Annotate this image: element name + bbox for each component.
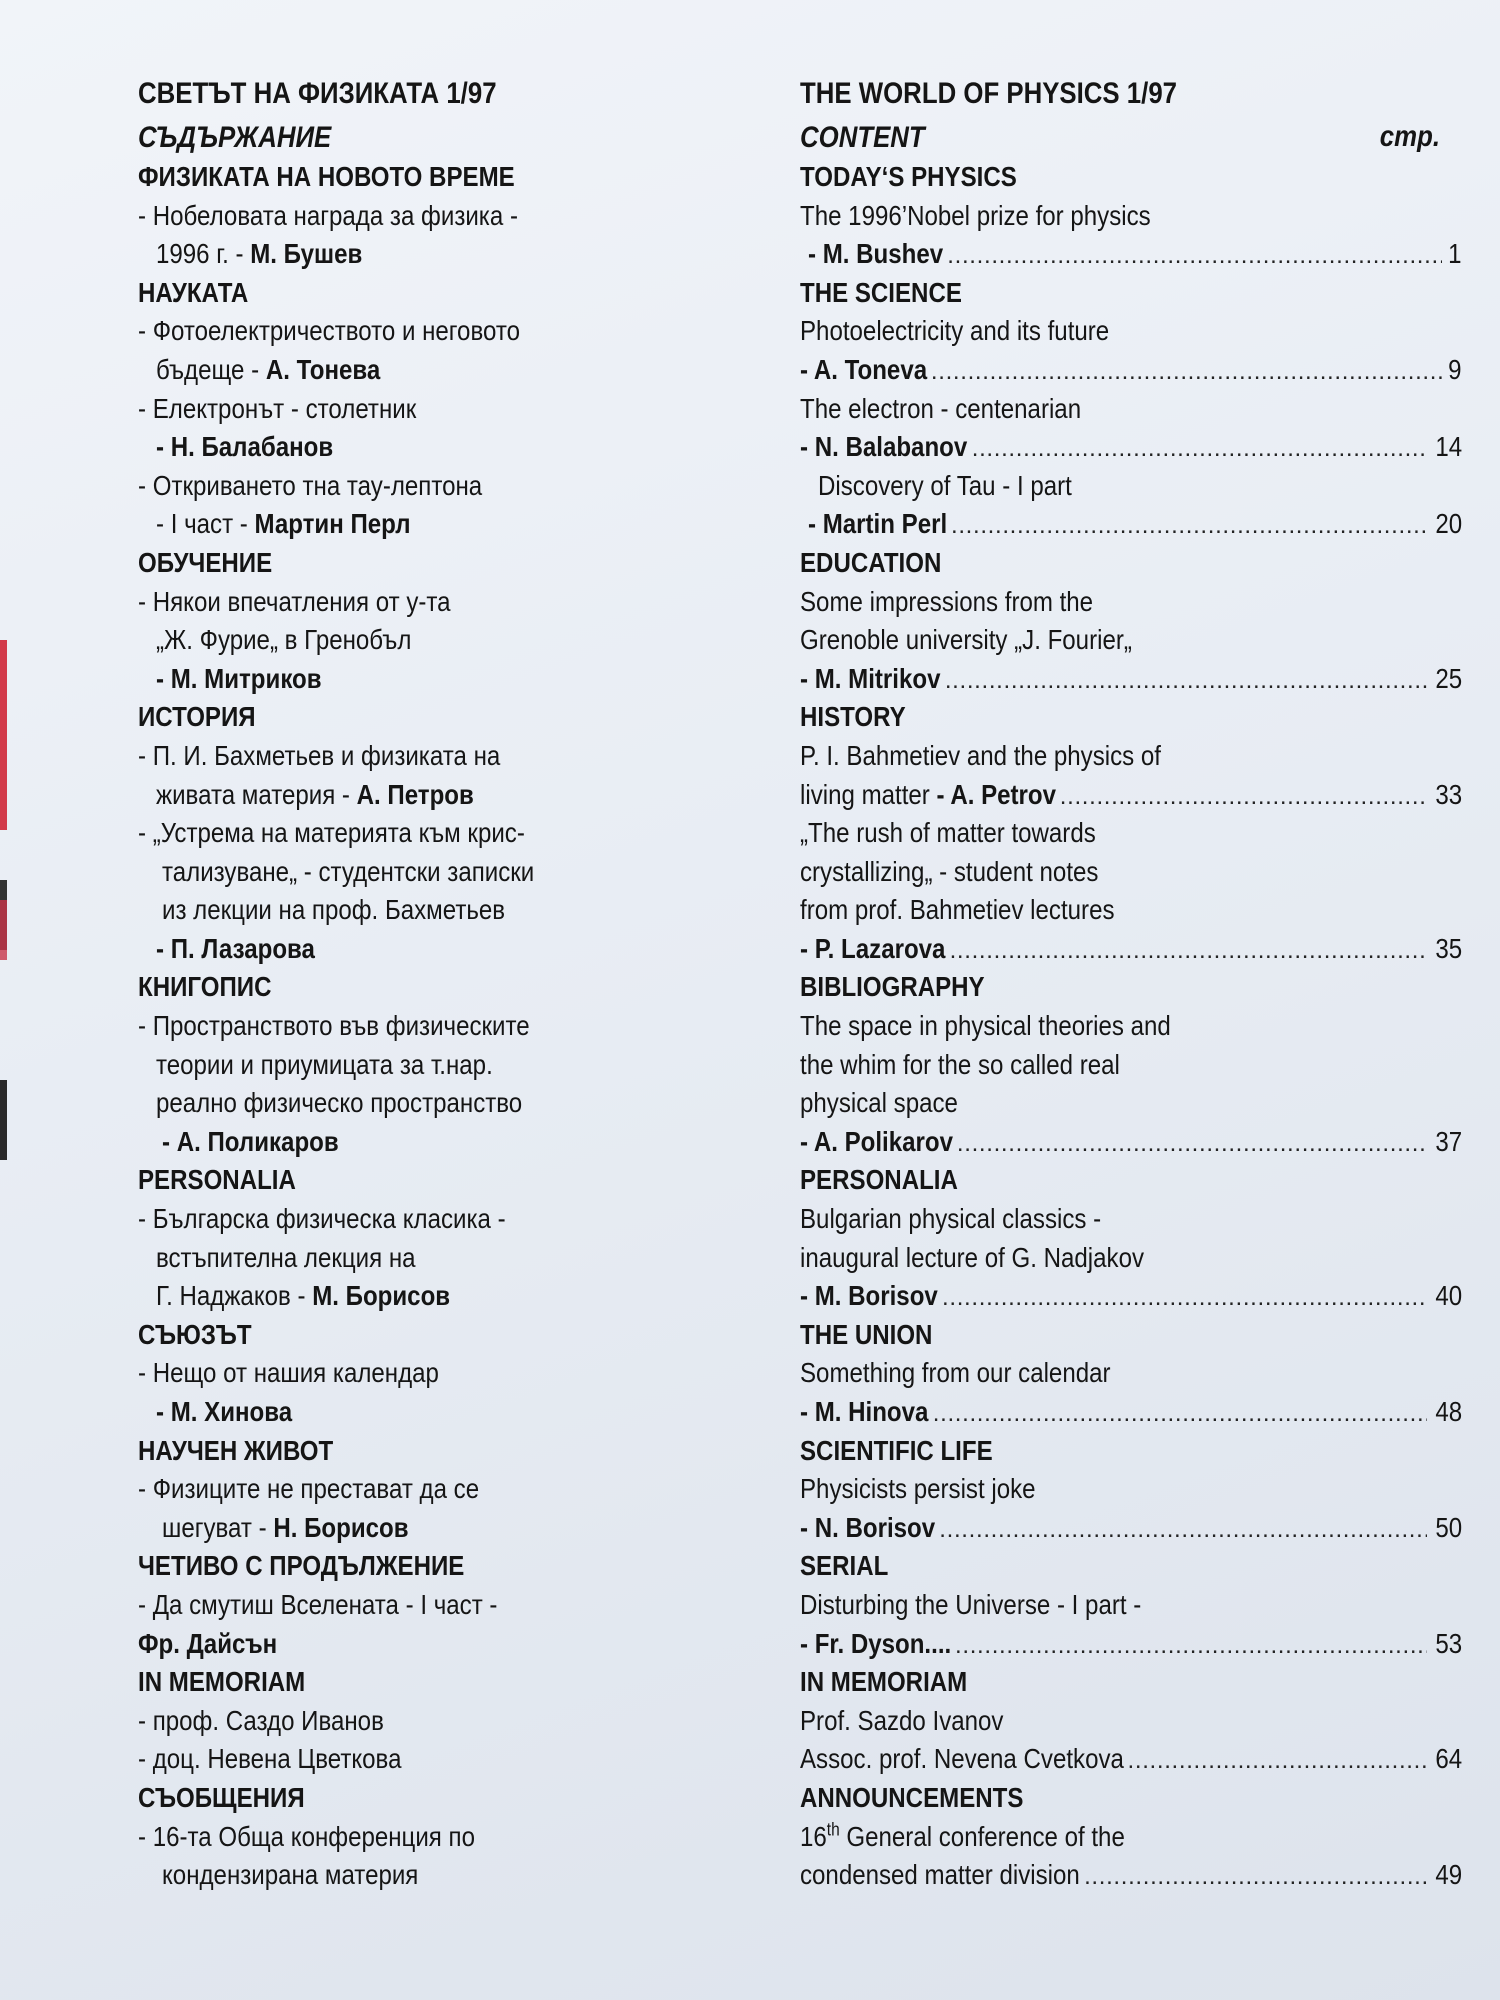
entry-title: - Да смутиш Вселената - I част - (138, 1588, 498, 1620)
toc-entry-line (138, 1239, 658, 1278)
page-number: 53 (1435, 1627, 1462, 1659)
entry-text (800, 1740, 1124, 1779)
line-text: SCIENTIFIC LIFE (800, 1434, 993, 1466)
entry-title: the whim for the so called real (800, 1048, 1120, 1080)
entry-author: М. Борисов (312, 1280, 451, 1312)
section-heading (800, 1161, 1462, 1200)
dot-leader (933, 1395, 1427, 1434)
section-heading (800, 1316, 1462, 1355)
entry-text (808, 235, 943, 274)
toc-entry-line (800, 1239, 1462, 1278)
page-number: 48 (1435, 1396, 1462, 1427)
toc-entry-line (138, 776, 658, 815)
entry-title: - Българска физическа класика - (138, 1203, 506, 1235)
line-text: - А. Поликаров (162, 1125, 339, 1157)
toc-entry-line (138, 1200, 658, 1239)
entry-title: Grenoble university „J. Fourier„ (800, 624, 1132, 656)
toc-entry-with-page (800, 505, 1462, 544)
line-text (818, 467, 1072, 506)
toc-entry-line (138, 583, 658, 622)
entry-title: - Електронът - столетник (138, 392, 417, 424)
entry-title: „Ж. Фурие„ в Гренобъл (156, 624, 412, 656)
line-text (156, 351, 380, 390)
toc-entry-line (800, 197, 1462, 236)
entry-title: - доц. Невена Цветкова (138, 1743, 402, 1775)
toc-entry-line (800, 1200, 1462, 1239)
entry-text (800, 1123, 953, 1162)
section-heading (138, 968, 658, 1007)
page-number: 35 (1435, 932, 1462, 964)
contents-heading-en: CONTENT стр. (800, 120, 1440, 154)
entry-title-rest: General conference of the (839, 1820, 1125, 1852)
entry-title: Discovery of Tau - I part (818, 469, 1072, 501)
bulgarian-column (138, 70, 658, 1895)
line-text (800, 1200, 1101, 1239)
en-toc-list (800, 158, 1462, 1895)
line-text: THE SCIENCE (800, 276, 962, 308)
page-number: 40 (1435, 1280, 1462, 1312)
toc-entry-line (800, 390, 1462, 429)
toc-entry-line (800, 814, 1462, 853)
entry-text (800, 1393, 928, 1432)
superscript: th (826, 1819, 840, 1840)
entry-author: - P. Lazarova (800, 932, 946, 964)
section-heading (138, 1161, 658, 1200)
entry-title: - „Устрема на материята към крис- (138, 817, 525, 849)
entry-title: Physicists persist joke (800, 1473, 1036, 1505)
entry-author: - M. Hinova (800, 1396, 929, 1427)
entry-title: - Нобеловата награда за физика - (138, 199, 518, 231)
section-heading (138, 1779, 658, 1818)
toc-entry-with-page (800, 776, 1462, 815)
toc-entry-line (138, 1818, 658, 1857)
line-text (156, 1239, 416, 1278)
toc-entry-line (138, 1470, 658, 1509)
entry-text (800, 776, 1056, 815)
line-text: TODAY‘S PHYSICS (800, 161, 1017, 192)
toc-entry-line (138, 737, 658, 776)
toc-entry-line (138, 1046, 658, 1085)
line-text (138, 1740, 401, 1779)
entry-text (800, 1509, 935, 1548)
line-text (138, 1586, 497, 1625)
line-text (138, 583, 451, 622)
line-text (138, 312, 520, 351)
toc-entry-with-page (800, 1625, 1462, 1664)
entry-title: Prof. Sazdo Ivanov (800, 1704, 1004, 1736)
line-text (138, 737, 500, 776)
line-text (156, 1277, 450, 1316)
line-text (156, 621, 411, 660)
entry-title: Assoc. prof. Nevena Cvetkova (800, 1743, 1124, 1775)
line-text (800, 1702, 1003, 1741)
line-text: HISTORY (800, 701, 906, 733)
entry-author: А. Петров (356, 778, 474, 810)
toc-entry-with-page (800, 1277, 1462, 1316)
entry-author: - N. Balabanov (800, 431, 968, 463)
page-column-label: стр. (1379, 120, 1440, 153)
entry-author-line (138, 660, 658, 699)
entry-title: из лекции на проф. Бахметьев (162, 894, 506, 926)
line-text: PERSONALIA (800, 1164, 958, 1196)
entry-text (800, 660, 940, 699)
entry-text (800, 1277, 938, 1316)
entry-author: - M. Borisov (800, 1280, 938, 1312)
english-column (800, 70, 1462, 1895)
section-heading (800, 158, 1462, 197)
line-text: - Н. Балабанов (156, 431, 334, 463)
entry-title: - I част - (156, 508, 255, 540)
toc-entry-line (138, 1509, 658, 1548)
line-text: IN MEMORIAM (800, 1666, 968, 1698)
dot-leader (972, 430, 1427, 469)
entry-author: Н. Борисов (273, 1511, 409, 1543)
line-text (138, 1470, 479, 1509)
dot-leader (955, 1627, 1427, 1666)
section-heading (138, 1663, 658, 1702)
line-text (800, 814, 1096, 853)
page-number: 1 (1448, 238, 1462, 270)
toc-entry-with-page (800, 660, 1462, 699)
line-text (138, 1818, 475, 1857)
entry-title: inaugural lecture of G. Nadjakov (800, 1241, 1144, 1273)
toc-entry-line (138, 891, 658, 930)
entry-title: Г. Наджаков - (156, 1280, 313, 1312)
line-text (800, 737, 1161, 776)
line-text: THE UNION (800, 1318, 933, 1350)
entry-title: physical space (800, 1087, 958, 1119)
toc-entry-with-page (800, 235, 1462, 274)
toc-entry-with-page (800, 1123, 1462, 1162)
toc-entry-with-page (800, 1393, 1462, 1432)
toc-entry-line (800, 1084, 1462, 1123)
toc-entry-line (800, 1586, 1462, 1625)
entry-title: живата материя - (156, 778, 357, 810)
dot-leader (947, 237, 1442, 276)
line-text: Фр. Дайсън (138, 1627, 278, 1659)
entry-author: - Fr. Dyson.... (800, 1627, 952, 1659)
bg-toc-list (138, 158, 658, 1895)
entry-title: - Фотоелектричеството и неговото (138, 315, 520, 347)
dot-leader (945, 662, 1427, 701)
line-text (800, 390, 1081, 429)
entry-title: - Откриването тна тау-лептона (138, 469, 483, 501)
line-text: НАУЧЕН ЖИВОТ (138, 1434, 334, 1466)
dot-leader (931, 353, 1443, 392)
toc-entry-line (138, 1740, 658, 1779)
line-text: ЧЕТИВО С ПРОДЪЛЖЕНИЕ (138, 1550, 465, 1582)
line-text (800, 583, 1093, 622)
dot-leader (1084, 1858, 1427, 1897)
toc-entry-line (138, 235, 658, 274)
entry-title: - Пространството във физическите (138, 1010, 530, 1042)
entry-title: 1996 г. - (156, 238, 251, 270)
entry-text (800, 930, 945, 969)
page-number: 9 (1448, 353, 1462, 385)
entry-title: Something from our calendar (800, 1357, 1111, 1389)
entry-title: 16 (800, 1820, 827, 1852)
toc-entry-line (138, 312, 658, 351)
entry-title: Photoelectricity and its future (800, 315, 1110, 347)
page-number: 49 (1435, 1859, 1462, 1891)
toc-entry-line (800, 312, 1462, 351)
entry-author-line (138, 428, 658, 467)
page-edge-dark-2 (0, 1080, 7, 1160)
dot-leader (951, 507, 1427, 546)
toc-entry-with-page (800, 1856, 1462, 1895)
line-text (162, 853, 534, 892)
toc-entry-with-page (800, 1740, 1462, 1779)
toc-entry-line (138, 197, 658, 236)
toc-entry-line (800, 1470, 1462, 1509)
line-text (800, 1007, 1171, 1046)
line-text (800, 197, 1151, 236)
entry-text (800, 351, 927, 390)
line-text: ИСТОРИЯ (138, 701, 256, 733)
line-text: BIBLIOGRAPHY (800, 971, 985, 1003)
toc-entry-with-page (800, 428, 1462, 467)
line-text (138, 1354, 439, 1393)
entry-title: from prof. Bahmetiev lectures (800, 894, 1115, 926)
entry-title: living matter (800, 778, 937, 810)
entry-text (800, 1856, 1080, 1895)
line-text: - П. Лазарова (156, 932, 315, 964)
toc-entry-line (138, 1702, 658, 1741)
line-text (800, 1470, 1036, 1509)
toc-entry-line (138, 1354, 658, 1393)
line-text (138, 197, 518, 236)
line-text (800, 1046, 1120, 1085)
entry-title: „The rush of matter towards (800, 817, 1096, 849)
line-text (800, 853, 1098, 892)
line-text: SERIAL (800, 1550, 889, 1582)
toc-entry-line (800, 467, 1462, 506)
page-number: 50 (1435, 1511, 1462, 1543)
entry-title: P. I. Bahmetiev and the physics of (800, 739, 1161, 771)
journal-title-bg: СВЕТЪТ НА ФИЗИКАТА 1/97 (138, 77, 497, 110)
toc-entry-with-page (800, 930, 1462, 969)
entry-title: - П. И. Бахметьев и физиката на (138, 739, 501, 771)
entry-author: - M. Mitrikov (800, 662, 941, 694)
toc-entry-line (138, 505, 658, 544)
entry-title: Bulgarian physical classics - (800, 1203, 1102, 1235)
line-text: - М. Митриков (156, 662, 322, 694)
journal-title-en: THE WORLD OF PHYSICS 1/97 (800, 77, 1178, 110)
section-heading (800, 274, 1462, 313)
line-text: ОБУЧЕНИЕ (138, 546, 273, 578)
line-text (138, 1007, 530, 1046)
toc-entry-line (800, 1702, 1462, 1741)
section-heading (138, 698, 658, 737)
section-heading (800, 1432, 1462, 1471)
entry-author: - M. Bushev (808, 238, 944, 270)
page-number: 14 (1435, 431, 1462, 463)
toc-entry-line (138, 1084, 658, 1123)
toc-entry-line (138, 467, 658, 506)
dot-leader (1060, 778, 1427, 817)
line-text (156, 235, 362, 274)
toc-entry-line (800, 853, 1462, 892)
entry-title: Disturbing the Universe - I part - (800, 1588, 1142, 1620)
dot-leader (942, 1279, 1427, 1318)
line-text: КНИГОПИС (138, 971, 272, 1003)
line-text (156, 1084, 522, 1123)
toc-entry-line (138, 1586, 658, 1625)
line-text: - М. Хинова (156, 1396, 293, 1427)
entry-title: Some impressions from the (800, 585, 1094, 617)
entry-title: тализуване„ - студентски записки (162, 855, 535, 887)
line-text: EDUCATION (800, 546, 942, 578)
line-text (800, 1239, 1144, 1278)
entry-title: - Физиците не престават да се (138, 1473, 480, 1505)
page-number: 37 (1435, 1125, 1462, 1157)
page-number: 20 (1435, 508, 1462, 540)
line-text (800, 1354, 1111, 1393)
entry-title: - 16-та Обща конференция по (138, 1820, 475, 1852)
line-text (162, 1509, 409, 1548)
section-heading (800, 1663, 1462, 1702)
dot-leader (939, 1511, 1427, 1550)
entry-title: реално физическо пространство (156, 1087, 523, 1119)
page-number: 64 (1435, 1743, 1462, 1775)
toc-entry-line (800, 737, 1462, 776)
contents-heading-bg: СЪДЪРЖАНИЕ (138, 121, 332, 154)
entry-title: - проф. Саздо Иванов (138, 1704, 384, 1736)
toc-entry-line (800, 621, 1462, 660)
entry-text (800, 428, 967, 467)
entry-author: Мартин Перл (254, 508, 411, 540)
toc-entry-line (800, 1354, 1462, 1393)
entry-title: теории и приумицата за т.нар. (156, 1048, 493, 1080)
entry-title: кондензирана материя (162, 1859, 419, 1891)
line-text (138, 467, 482, 506)
page-edge-red-2 (0, 900, 7, 960)
section-heading (138, 158, 658, 197)
entry-author: - A. Polikarov (800, 1125, 953, 1157)
entry-title: - Някои впечатления от у-та (138, 585, 451, 617)
line-text: НАУКАТА (138, 276, 249, 308)
line-text (800, 891, 1115, 930)
section-heading (138, 1316, 658, 1355)
page-number: 25 (1435, 662, 1462, 694)
line-text (138, 1200, 506, 1239)
toc-entry-line (800, 891, 1462, 930)
section-heading (138, 274, 658, 313)
toc-entry-line (800, 1818, 1462, 1857)
toc-entry-line (138, 621, 658, 660)
entry-title: crystallizing„ - student notes (800, 855, 1099, 887)
toc-entry-line (138, 1856, 658, 1895)
dot-leader (950, 932, 1427, 971)
line-text: ANNOUNCEMENTS (800, 1781, 1024, 1813)
section-heading (138, 1547, 658, 1586)
entry-title: condensed matter division (800, 1859, 1080, 1891)
entry-text (808, 505, 947, 544)
line-text (800, 312, 1109, 351)
section-heading (800, 968, 1462, 1007)
toc-entry-line (138, 351, 658, 390)
line-text (800, 1818, 1125, 1857)
dot-leader (1128, 1742, 1427, 1781)
line-text: ФИЗИКАТА НА НОВОТО ВРЕМЕ (138, 161, 515, 192)
entry-title: The 1996’Nobel prize for physics (800, 199, 1151, 231)
line-text (800, 1084, 958, 1123)
line-text: PERSONALIA (138, 1164, 296, 1196)
entry-author: А. Тонева (265, 353, 381, 385)
entry-author: М. Бушев (250, 238, 363, 270)
entry-author-line (138, 930, 658, 969)
line-text (156, 776, 474, 815)
line-text: СЪЮЗЪТ (138, 1318, 252, 1350)
entry-title: - Нещо от нашия календар (138, 1357, 439, 1389)
section-heading (138, 1432, 658, 1471)
entry-author: - N. Borisov (800, 1511, 936, 1543)
section-heading (800, 1779, 1462, 1818)
entry-title: встъпителна лекция на (156, 1241, 416, 1273)
line-text (156, 505, 411, 544)
toc-entry-line (138, 390, 658, 429)
toc-entry-line (800, 583, 1462, 622)
entry-title: The electron - centenarian (800, 392, 1082, 424)
line-text: СЪОБЩЕНИЯ (138, 1781, 305, 1813)
line-text (138, 814, 525, 853)
toc-entry-with-page (800, 351, 1462, 390)
section-heading (800, 544, 1462, 583)
line-text (800, 1586, 1141, 1625)
line-text (162, 1856, 418, 1895)
toc-entry-line (138, 853, 658, 892)
page-edge-red (0, 640, 7, 830)
entry-title: шегуват - (162, 1511, 274, 1543)
entry-author: - Martin Perl (808, 508, 948, 540)
page-number: 33 (1435, 778, 1462, 810)
section-heading (800, 1547, 1462, 1586)
entry-author: - A. Toneva (800, 353, 928, 385)
toc-entry-line (800, 1046, 1462, 1085)
entry-text (800, 1625, 951, 1664)
line-text (138, 1702, 384, 1741)
toc-entry-line (138, 1277, 658, 1316)
toc-entry-with-page (800, 1509, 1462, 1548)
dot-leader (957, 1125, 1427, 1164)
toc-entry-line (138, 1007, 658, 1046)
line-text (162, 891, 505, 930)
section-heading (800, 698, 1462, 737)
line-text (138, 390, 416, 429)
section-heading (138, 544, 658, 583)
line-text: IN MEMORIAM (138, 1666, 306, 1698)
entry-author-line (138, 1123, 658, 1162)
entry-author-line (138, 1393, 658, 1432)
toc-entry-line (800, 1007, 1462, 1046)
line-text (800, 621, 1132, 660)
line-text (156, 1046, 493, 1085)
entry-author: - A. Petrov (936, 778, 1057, 810)
entry-title: бъдеще - (156, 353, 266, 385)
entry-author-line (138, 1625, 658, 1664)
entry-title: The space in physical theories and (800, 1010, 1171, 1042)
toc-entry-line (138, 814, 658, 853)
